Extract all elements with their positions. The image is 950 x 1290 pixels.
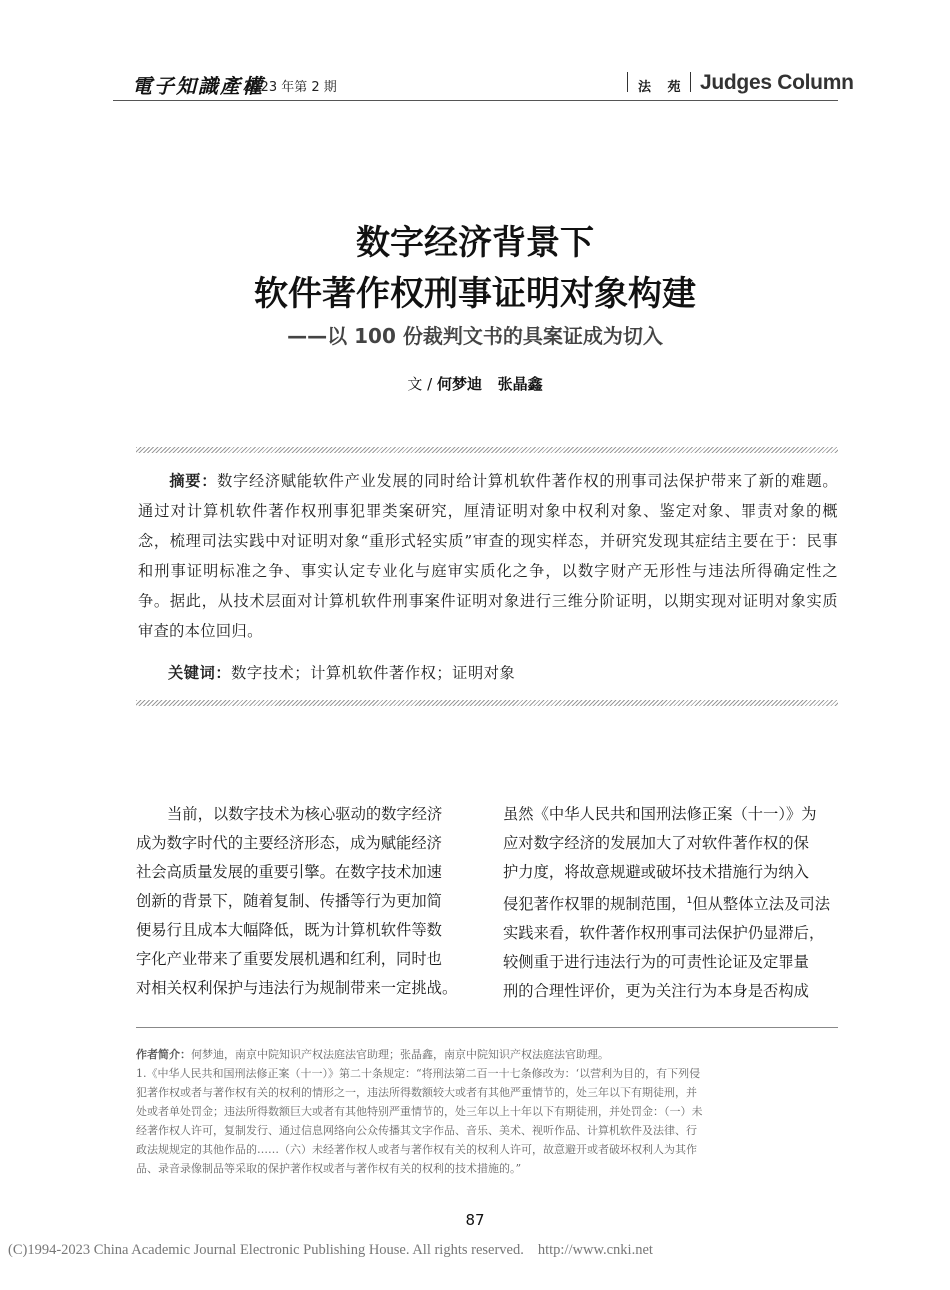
article-title-line1: 数字经济背景下 — [356, 223, 594, 263]
author-names: 何梦迪 张晶鑫 — [436, 375, 543, 393]
header-rule — [113, 100, 838, 101]
body-line-text: 但从整体立法及司法 — [692, 895, 830, 914]
column-name-en: Judges Column — [700, 71, 854, 94]
keywords — [168, 658, 515, 688]
author-bio-text: 何梦迪，南京中院知识产权法庭法官助理；张晶鑫，南京中院知识产权法庭法官助理。 — [191, 1048, 609, 1061]
column-name-cn: 法 苑 — [638, 80, 687, 95]
body-line: 刑的合理性评价，更为关注行为本身是否构成 — [503, 982, 809, 1001]
header-divider — [627, 72, 628, 92]
footnote-line: 品、录音录像制品等采取的保护著作权或者与著作权有关的权利的技术措施的。” — [136, 1162, 522, 1175]
hatched-divider — [136, 447, 838, 453]
author-byline — [0, 373, 950, 394]
body-line: 成为数字时代的主要经济形态，成为赋能经济 — [136, 834, 442, 852]
footnote-rule — [136, 1027, 838, 1028]
body-column-right — [503, 800, 841, 1006]
journal-logo: 電子知識產權 — [132, 74, 264, 98]
body-line: 创新的背景下，随着复制、传播等行为更加简 — [136, 892, 442, 910]
author-bio-label: 作者简介： — [136, 1048, 191, 1061]
body-line-text: 侵犯著作权罪的规制范围， — [503, 895, 687, 914]
header-divider — [690, 72, 691, 92]
page-number: 87 — [465, 1211, 485, 1229]
footnote-ref[interactable]: 1 — [686, 896, 693, 906]
body-line: 对相关权利保护与违法行为规制带来一定挑战。 — [136, 979, 458, 997]
abstract — [138, 466, 838, 646]
author-prefix: 文 / — [407, 375, 433, 393]
abstract-text: 数字经济赋能软件产业发展的同时给计算机软件著作权的刑事司法保护带来了新的难题。通过对计算机软件著作权刑事犯罪类案研究，厘清证明对象中权利对象、鉴定对象、罪责对象的概念，梳理司法实践中对证明对象“重形式轻实质”审查的现实样态，并研究发现其症结主要在于：民事和刑事证明标准之争、事实认定专业化与庭审实质化之争，以数字财产无形性与违法所得确定性之争。据此，从技术层面对计算机软件刑事案件证明对象进行三维分阶证明，以期实现对证明对象实质审查的本位回归。 — [138, 472, 839, 640]
body-line: 虽然《中华人民共和国刑法修正案（十一）》为 — [503, 805, 817, 823]
author-bio — [136, 1045, 838, 1064]
copyright-text: (C)1994-2023 China Academic Journal Electronic Publishing House. All rights reserved. — [8, 1242, 524, 1258]
body-line: 较侧重于进行违法行为的可责性论证及定罪量 — [503, 953, 809, 972]
footnotes — [136, 1045, 838, 1178]
article-subtitle: ——以 100 份裁判文书的具案证成为切入 — [287, 324, 663, 348]
footnote-line: 政法规规定的其他作品的……（六）未经著作权人或者与著作权有关的权利人许可，故意避开或者破坏权利人为其作 — [136, 1143, 697, 1156]
body-column-left — [136, 800, 474, 1003]
keywords-label: 关键词： — [168, 664, 232, 682]
body-line: 当前，以数字技术为核心驱动的数字经济 — [167, 805, 443, 823]
article-title-line2: 软件著作权刑事证明对象构建 — [254, 274, 696, 314]
body-line: 字化产业带来了重要发展机遇和红利，同时也 — [136, 950, 442, 968]
body-line: 应对数字经济的发展加大了对软件著作权的保 — [503, 834, 809, 852]
footnote-line: 1.《中华人民共和国刑法修正案（十一）》第二十条规定：“将刑法第二百一十七条修改为：‘以营利为目的，有下列侵 — [136, 1067, 701, 1080]
body-line — [503, 887, 841, 919]
body-line: 便易行且成本大幅降低，既为计算机软件等数 — [136, 921, 442, 939]
footnote-line: 处或者单处罚金；违法所得数额巨大或者有其他特别严重情节的，处三年以上十年以下有期徒刑，并处罚金：（一）未 — [136, 1105, 703, 1118]
footnote-line: 经著作权人许可，复制发行、通过信息网络向公众传播其文字作品、音乐、美术、视听作品、计算机软件及法律、行 — [136, 1124, 697, 1137]
footnote-line: 犯著作权或者与著作权有关的权利的情形之一，违法所得数额较大或者有其他严重情节的，处三年以下有期徒刑，并 — [136, 1086, 697, 1099]
copyright-url[interactable]: http://www.cnki.net — [537, 1242, 653, 1258]
issue-label: 2023 年第 2 期 — [244, 80, 337, 95]
abstract-label: 摘要： — [169, 472, 218, 490]
body-line: 社会高质量发展的重要引擎。在数字技术加速 — [136, 863, 442, 881]
keywords-text: 数字技术；计算机软件著作权；证明对象 — [231, 664, 516, 682]
copyright-notice — [8, 1242, 653, 1259]
body-line: 护力度，将故意规避或破坏技术措施行为纳入 — [503, 863, 809, 881]
hatched-divider — [136, 700, 838, 706]
body-line: 实践来看，软件著作权刑事司法保护仍显滞后， — [503, 924, 825, 943]
